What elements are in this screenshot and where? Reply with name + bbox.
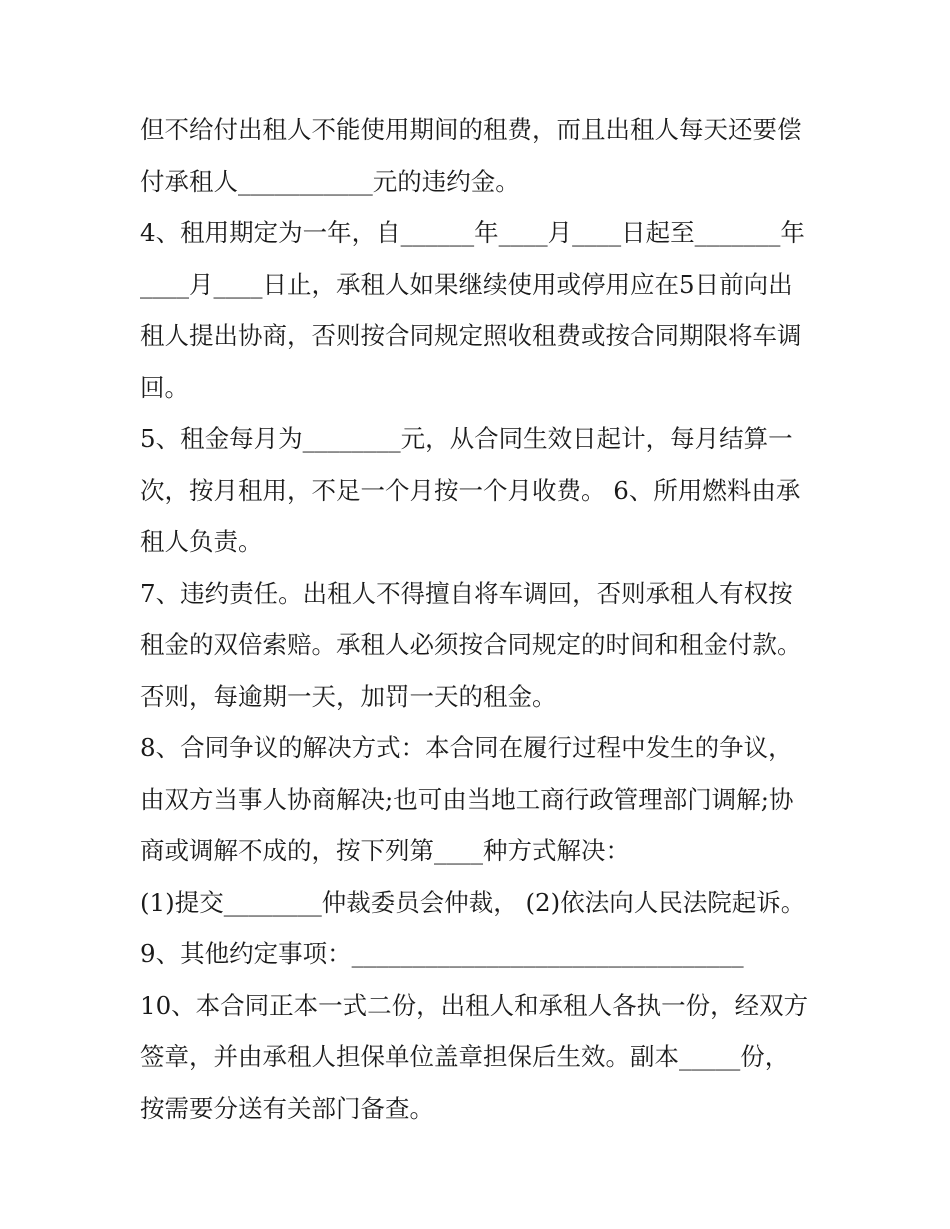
text-line: 租人提出协商，否则按合同规定照收租费或按合同期限将车调 bbox=[140, 321, 802, 350]
text-line: 但不给付出租人不能使用期间的租费，而且出租人每天还要偿 bbox=[140, 115, 802, 144]
text-line: 租金的双倍索赔。承租人必须按合同规定的时间和租金付款。 bbox=[140, 630, 802, 659]
text-line: 9、其他约定事项：________________________________ bbox=[140, 939, 744, 968]
text-line: 10、本合同正本一式二份，出租人和承租人各执一份，经双方 bbox=[140, 990, 809, 1020]
text-line: 商或调解不成的，按下列第____种方式解决： bbox=[140, 836, 630, 865]
text-line: ____月____日止，承租人如果继续使用或停用应在5日前向出 bbox=[140, 269, 793, 299]
text-line: 5、租金每月为________元，从合同生效日起计，每月结算一 bbox=[140, 424, 793, 453]
text-line: 8、合同争议的解决方式：本合同在履行过程中发生的争议， bbox=[140, 733, 793, 762]
text-line: 由双方当事人协商解决;也可由当地工商行政管理部门调解;协 bbox=[140, 784, 794, 814]
text-line: 租人负责。 bbox=[140, 527, 263, 556]
text-line: 4、租用期定为一年，自______年____月____日起至_______年 bbox=[140, 218, 805, 247]
text-line: 否则，每逾期一天，加罚一天的租金。 bbox=[140, 681, 557, 711]
text-line: 签章，并由承租人担保单位盖章担保后生效。副本_____份， bbox=[140, 1042, 790, 1071]
contract-text bbox=[140, 104, 830, 1134]
text-line: 回。 bbox=[140, 372, 189, 402]
text-line: (1)提交________仲裁委员会仲裁， (2)依法向人民法院起诉。 bbox=[140, 887, 806, 917]
text-line: 付承租人___________元的违约金。 bbox=[140, 166, 520, 196]
text-line: 次，按月租用，不足一个月按一个月收费。 6、所用燃料由承 bbox=[140, 475, 801, 505]
text-line: 按需要分送有关部门备查。 bbox=[140, 1093, 434, 1123]
text-line: 7、违约责任。出租人不得擅自将车调回，否则承租人有权按 bbox=[140, 578, 793, 608]
